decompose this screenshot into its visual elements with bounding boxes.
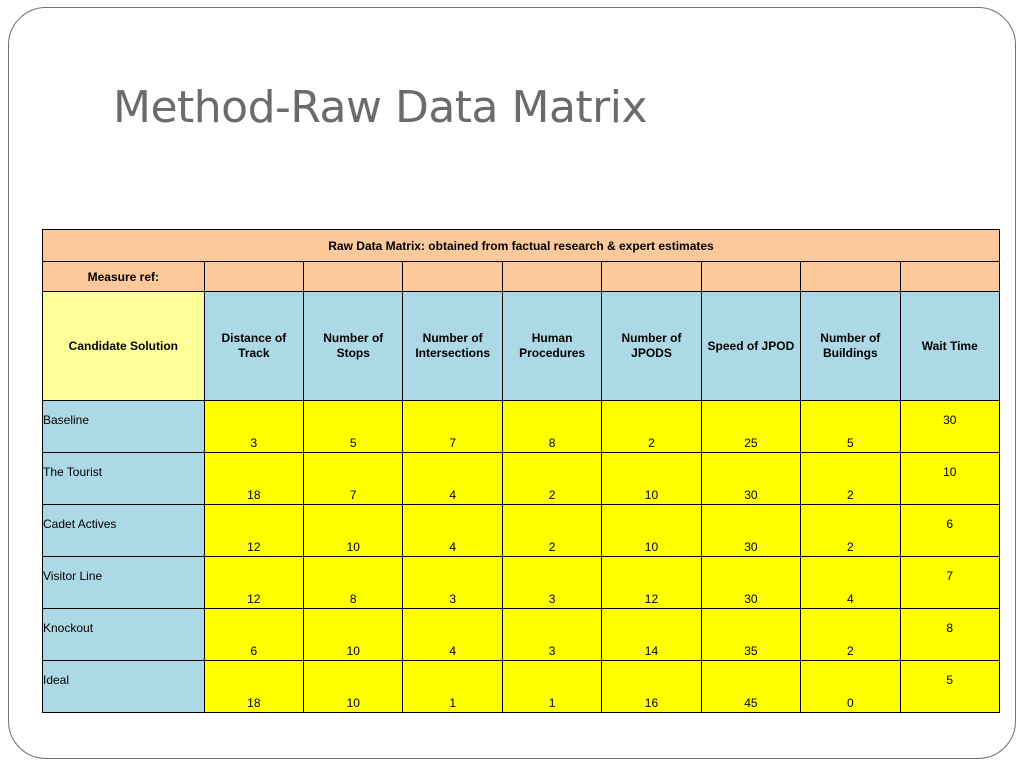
value-cell [204, 401, 303, 453]
row-label: Baseline [43, 413, 90, 427]
column-header [602, 292, 701, 401]
value-cell [801, 557, 900, 609]
value-cell [204, 505, 303, 557]
value-cell [602, 505, 701, 557]
measure-ref-cell [304, 262, 403, 292]
value-cell [602, 453, 701, 505]
value-cell [900, 609, 1000, 661]
column-header-label: Number of Buildings [820, 331, 881, 360]
column-header-label: Wait Time [921, 338, 978, 353]
value-cell [602, 609, 701, 661]
table-banner: Raw Data Matrix: obtained from factual research & expert estimates [43, 230, 1000, 262]
cell-value: 10 [644, 488, 659, 502]
cell-value: 30 [744, 592, 758, 606]
cell-value: 35 [744, 644, 758, 658]
value-cell [801, 661, 900, 713]
cell-value: 16 [644, 696, 659, 710]
measure-ref-cell [602, 262, 701, 292]
value-cell [204, 609, 303, 661]
value-cell [801, 401, 900, 453]
column-header-label: Number of Stops [323, 331, 384, 360]
cell-value: 8 [946, 621, 954, 635]
cell-value: 6 [946, 517, 954, 531]
table-row [43, 453, 1000, 505]
row-label-cell [43, 453, 205, 505]
cell-value: 7 [946, 569, 954, 583]
cell-value: 25 [744, 436, 758, 450]
value-cell [602, 401, 701, 453]
cell-value: 12 [644, 592, 659, 606]
cell-value: 18 [247, 488, 261, 502]
cell-value: 1 [449, 696, 457, 710]
cell-value: 6 [250, 644, 258, 658]
cell-value: 3 [250, 436, 258, 450]
candidate-solution-header [43, 292, 205, 401]
candidate-solution-label: Candidate Solution [68, 338, 178, 353]
cell-value: 10 [346, 644, 360, 658]
measure-ref-cell [403, 262, 502, 292]
column-header [701, 292, 800, 401]
table-row [43, 505, 1000, 557]
cell-value: 3 [449, 592, 457, 606]
cell-value: 14 [644, 644, 659, 658]
cell-value: 12 [247, 540, 261, 554]
cell-value: 10 [943, 465, 957, 479]
cell-value: 1 [548, 696, 556, 710]
cell-value: 7 [449, 436, 457, 450]
value-cell [701, 609, 800, 661]
row-label-cell [43, 401, 205, 453]
cell-value: 2 [548, 488, 556, 502]
cell-value: 2 [846, 488, 854, 502]
column-header-label: Number of JPODS [621, 331, 682, 360]
value-cell [204, 661, 303, 713]
column-header [900, 292, 1000, 401]
value-cell [304, 557, 403, 609]
cell-value: 30 [943, 413, 957, 427]
cell-value: 4 [846, 592, 854, 606]
value-cell [701, 453, 800, 505]
column-header-label: Human Procedures [519, 331, 586, 360]
cell-value: 4 [449, 644, 457, 658]
value-cell [801, 453, 900, 505]
value-cell [502, 505, 601, 557]
column-header-label: Distance of Track [221, 331, 287, 360]
measure-ref-cell [900, 262, 1000, 292]
row-label-cell [43, 661, 205, 713]
measure-ref-cell [701, 262, 800, 292]
value-cell [701, 505, 800, 557]
cell-value: 5 [349, 436, 357, 450]
value-cell [403, 401, 502, 453]
cell-value: 12 [247, 592, 261, 606]
cell-value: 7 [349, 488, 357, 502]
cell-value: 10 [346, 696, 360, 710]
value-cell [304, 453, 403, 505]
measure-ref-cell [204, 262, 303, 292]
table-row [43, 661, 1000, 713]
cell-value: 18 [247, 696, 261, 710]
column-header [502, 292, 601, 401]
row-label-cell [43, 505, 205, 557]
cell-value: 0 [846, 696, 854, 710]
measure-ref-label: Measure ref: [43, 262, 205, 292]
value-cell [403, 661, 502, 713]
value-cell [204, 453, 303, 505]
value-cell [403, 557, 502, 609]
value-cell [701, 401, 800, 453]
value-cell [801, 609, 900, 661]
value-cell [900, 401, 1000, 453]
cell-value: 10 [346, 540, 360, 554]
measure-ref-cell [801, 262, 900, 292]
value-cell [204, 557, 303, 609]
value-cell [900, 505, 1000, 557]
cell-value: 2 [548, 540, 556, 554]
cell-value: 30 [744, 488, 758, 502]
value-cell [304, 505, 403, 557]
value-cell [403, 453, 502, 505]
cell-value: 3 [548, 644, 556, 658]
row-label: Knockout [43, 621, 94, 635]
value-cell [602, 557, 701, 609]
measure-ref-row [43, 262, 1000, 292]
column-header [204, 292, 303, 401]
column-header-label: Number of Intersections [415, 331, 491, 360]
value-cell [701, 557, 800, 609]
value-cell [403, 609, 502, 661]
column-header [304, 292, 403, 401]
cell-value: 3 [548, 592, 556, 606]
cell-value: 30 [744, 540, 758, 554]
column-header-label: Speed of JPOD [707, 338, 795, 353]
cell-value: 2 [846, 540, 854, 554]
cell-value: 4 [449, 488, 457, 502]
value-cell [900, 557, 1000, 609]
table-row [43, 609, 1000, 661]
row-label: The Tourist [43, 465, 103, 479]
table-row [43, 557, 1000, 609]
cell-value: 5 [946, 673, 954, 687]
cell-value: 5 [846, 436, 854, 450]
value-cell [801, 505, 900, 557]
value-cell [403, 505, 502, 557]
cell-value: 45 [744, 696, 758, 710]
column-header-row [43, 292, 1000, 401]
value-cell [502, 401, 601, 453]
cell-value: 10 [644, 540, 659, 554]
column-header [801, 292, 900, 401]
slide-title: Method-Raw Data Matrix [113, 82, 648, 133]
measure-ref-cell [502, 262, 601, 292]
value-cell [502, 661, 601, 713]
value-cell [502, 453, 601, 505]
cell-value: 4 [449, 540, 457, 554]
value-cell [900, 453, 1000, 505]
cell-value: 2 [846, 644, 854, 658]
value-cell [502, 609, 601, 661]
value-cell [701, 661, 800, 713]
value-cell [602, 661, 701, 713]
value-cell [502, 557, 601, 609]
value-cell [900, 661, 1000, 713]
value-cell [304, 661, 403, 713]
row-label: Visitor Line [43, 569, 103, 583]
cell-value: 2 [648, 436, 655, 450]
value-cell [304, 609, 403, 661]
row-label-cell [43, 557, 205, 609]
column-header [403, 292, 502, 401]
cell-value: 8 [349, 592, 357, 606]
value-cell [304, 401, 403, 453]
raw-data-matrix-table [42, 229, 1000, 713]
row-label-cell [43, 609, 205, 661]
cell-value: 8 [548, 436, 556, 450]
row-label: Cadet Actives [43, 517, 117, 531]
table-row [43, 401, 1000, 453]
row-label: Ideal [43, 673, 70, 687]
